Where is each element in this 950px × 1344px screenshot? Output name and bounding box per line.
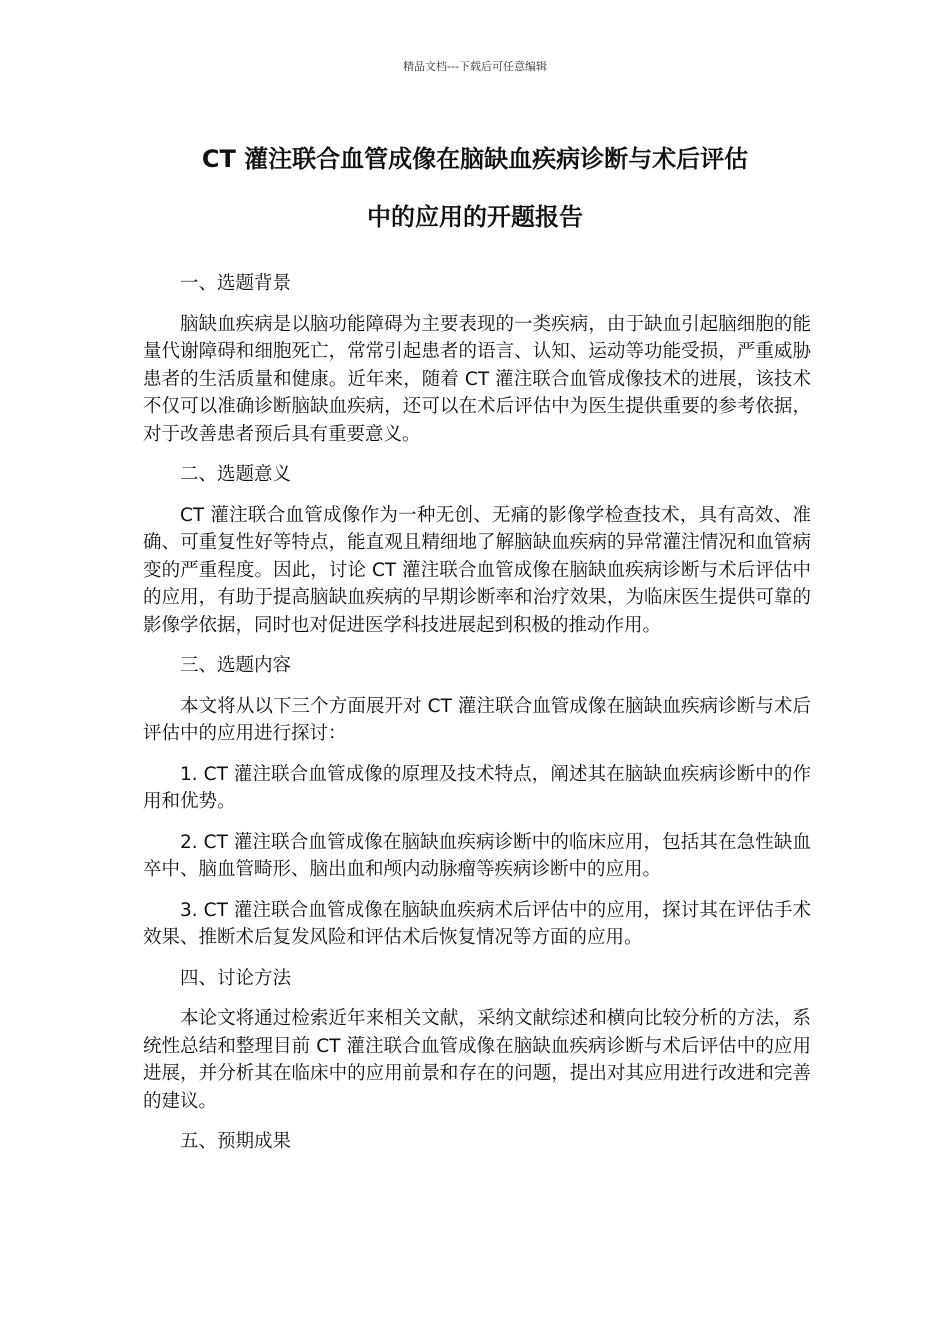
document-title xyxy=(120,130,830,246)
paragraph-content-intro: 本文将从以下三个方面展开对 CT 灌注联合血管成像在脑缺血疾病诊断与术后评估中的应用进行探讨： xyxy=(143,695,811,744)
section-heading-background: 一、选题背景 xyxy=(180,273,292,294)
list-item: 2. CT 灌注联合血管成像在脑缺血疾病诊断中的临床应用，包括其在急性缺血卒中、脑血管畸形、脑出血和颅内动脉瘤等疾病诊断中的应用。 xyxy=(143,831,811,880)
section-heading-expected-results: 五、预期成果 xyxy=(180,1131,292,1152)
section-heading-method: 四、讨论方法 xyxy=(180,967,292,989)
paragraph-significance: CT 灌注联合血管成像作为一种无创、无痛的影像学检查技术，具有高效、准确、可重复性好等特点，能直观且精细地了解脑缺血疾病的异常灌注情况和血管病变的严重程度。因此，讨论 CT 灌注联合血管成像在脑缺血疾病诊断与术后评估中的应用，有助于提高脑缺血疾病的早期诊断率和治疗效果，为临床医生提供可靠的影像学依据，同时也对促进医学科技进展起到积极的推动作用。 xyxy=(143,504,811,636)
document-body xyxy=(143,270,811,1169)
paragraph-background: 脑缺血疾病是以脑功能障碍为主要表现的一类疾病，由于缺血引起脑细胞的能量代谢障碍和细胞死亡，常常引起患者的语言、认知、运动等功能受损，严重威胁患者的生活质量和健康。近年来，随着 CT 灌注联合血管成像技术的进展，该技术不仅可以准确诊断脑缺血疾病，还可以在术后评估中为医生提供重要的参考依据，对于改善患者预后具有重要意义。 xyxy=(143,313,811,445)
header-note: 精品文档---下载后可任意编辑 xyxy=(403,60,547,73)
title-line-2: 中的应用的开题报告 xyxy=(367,203,583,231)
title-line-1: CT 灌注联合血管成像在脑缺血疾病诊断与术后评估 xyxy=(201,145,749,173)
list-item: 1. CT 灌注联合血管成像的原理及技术特点，阐述其在脑缺血疾病诊断中的作用和优势。 xyxy=(143,763,811,812)
section-heading-content: 三、选题内容 xyxy=(180,655,292,676)
section-heading-significance: 二、选题意义 xyxy=(180,464,292,485)
list-item: 3. CT 灌注联合血管成像在脑缺血疾病术后评估中的应用，探讨其在评估手术效果、推断术后复发风险和评估术后恢复情况等方面的应用。 xyxy=(143,899,811,948)
paragraph-method: 本论文将通过检索近年来相关文献，采纳文献综述和横向比较分析的方法，系统性总结和整理目前 CT 灌注联合血管成像在脑缺血疾病诊断与术后评估中的应用进展，并分析其在临床中的应用前景和存在的问题，提出对其应用进行改进和完善的建议。 xyxy=(143,1008,811,1112)
